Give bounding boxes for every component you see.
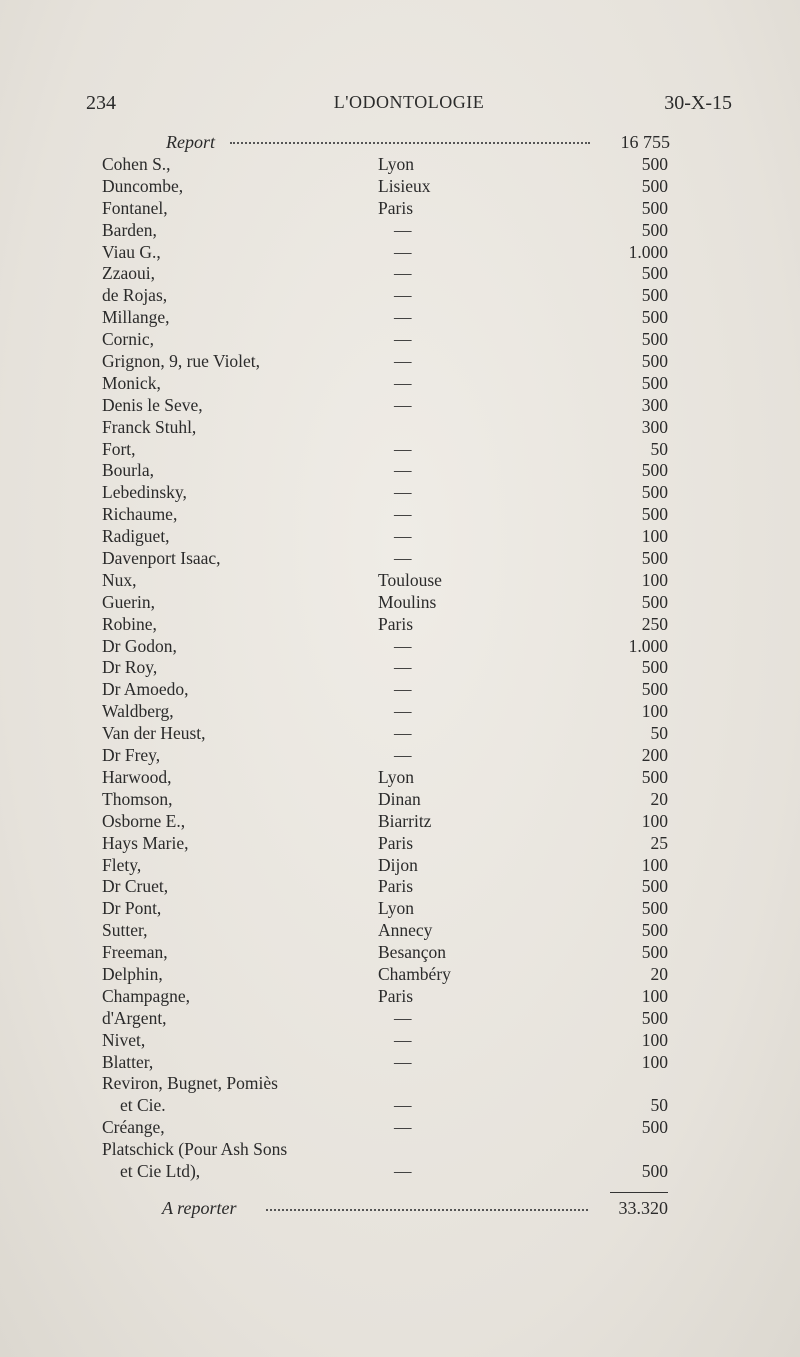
contributor-name: Lebedinsky, (102, 482, 187, 503)
contributor-city: Dijon (378, 854, 418, 875)
list-item (102, 1008, 668, 1030)
contributor-city: — (394, 1029, 412, 1050)
list-item (102, 592, 668, 614)
list-item (102, 876, 668, 898)
contribution-amount: 500 (641, 351, 668, 372)
contributor-city: — (394, 372, 412, 393)
report-value: 16 755 (620, 132, 670, 152)
contributor-name: Dr Godon, (102, 635, 177, 656)
contributor-name: Barden, (102, 219, 157, 240)
list-item (102, 898, 668, 920)
list-item (102, 439, 668, 461)
contributor-city: — (394, 329, 412, 350)
list-item (102, 745, 668, 767)
contribution-amount: 300 (641, 394, 668, 415)
contributor-city: — (394, 351, 412, 372)
contributor-city: Paris (378, 985, 413, 1006)
contributor-name: et Cie. (120, 1095, 166, 1116)
contribution-amount: 500 (641, 942, 668, 963)
contributor-name: d'Argent, (102, 1007, 167, 1028)
contribution-amount: 100 (641, 854, 668, 875)
contributor-city: — (394, 548, 412, 569)
contribution-amount: 100 (641, 701, 668, 722)
contributor-name: Duncombe, (102, 175, 184, 196)
list-item (102, 1095, 668, 1117)
contributor-city: — (394, 285, 412, 306)
list-item (102, 1030, 668, 1052)
contributor-city: — (394, 1160, 412, 1181)
contributor-city: Paris (378, 613, 413, 634)
list-item (102, 679, 668, 701)
contributor-name: Dr Amoedo, (102, 679, 189, 700)
contributor-city: Chambéry (378, 963, 451, 984)
contributor-city: — (394, 438, 412, 459)
list-item (102, 789, 668, 811)
contribution-amount: 50 (650, 1095, 668, 1116)
contributor-name: Freeman, (102, 942, 168, 963)
contributor-name: Millange, (102, 307, 170, 328)
contributor-name: Van der Heust, (102, 723, 206, 744)
contribution-amount: 500 (641, 263, 668, 284)
contributor-name: Richaume, (102, 504, 178, 525)
contributor-city: — (394, 504, 412, 525)
contributor-city: Biarritz (378, 810, 432, 831)
contributor-city: — (394, 1095, 412, 1116)
list-item (102, 198, 668, 220)
contributor-name: Zzaoui, (102, 263, 155, 284)
contributor-city: Besançon (378, 942, 447, 963)
list-item (102, 1161, 668, 1183)
list-item (102, 154, 668, 176)
contributor-name: Platschick (Pour Ash Sons (102, 1139, 288, 1160)
contribution-amount: 500 (641, 197, 668, 218)
contributor-name: Nivet, (102, 1029, 146, 1050)
contributor-city: Lisieux (378, 175, 431, 196)
contribution-amount: 1.000 (628, 241, 668, 262)
contributor-city: — (394, 679, 412, 700)
total-label: A reporter (162, 1198, 237, 1218)
contributor-name: Créange, (102, 1117, 165, 1138)
subscription-list (102, 154, 668, 1183)
contributor-city: Paris (378, 197, 413, 218)
contributor-name: Reviron, Bugnet, Pomiès (102, 1073, 278, 1094)
list-item (102, 176, 668, 198)
contributor-city: — (394, 1117, 412, 1138)
contribution-amount: 500 (641, 307, 668, 328)
contributor-city: Moulins (378, 591, 437, 612)
contribution-amount: 500 (641, 372, 668, 393)
sum-rule (610, 1192, 668, 1193)
contributor-name: Davenport Isaac, (102, 548, 221, 569)
contribution-amount: 500 (641, 920, 668, 941)
list-item (102, 636, 668, 658)
contribution-amount: 500 (641, 766, 668, 787)
list-item (102, 373, 668, 395)
contribution-amount: 100 (641, 810, 668, 831)
journal-title: L'ODONTOLOGIE (333, 92, 485, 112)
contribution-amount: 100 (641, 1029, 668, 1050)
list-item (102, 460, 668, 482)
contributor-name: Harwood, (102, 766, 172, 787)
contributor-name: Viau G., (102, 241, 161, 262)
contributor-name: Osborne E., (102, 810, 186, 831)
list-item (102, 986, 668, 1008)
list-item (102, 942, 668, 964)
contributor-name: Dr Frey, (102, 745, 161, 766)
contribution-amount: 100 (641, 985, 668, 1006)
contribution-amount: 500 (641, 657, 668, 678)
contributor-name: Thomson, (102, 788, 173, 809)
contributor-city: — (394, 241, 412, 262)
list-item (102, 614, 668, 636)
list-item (102, 920, 668, 942)
contributor-name: Dr Cruet, (102, 876, 169, 897)
list-item (102, 548, 668, 570)
list-item (102, 482, 668, 504)
contributor-name: de Rojas, (102, 285, 168, 306)
contribution-amount: 20 (650, 788, 668, 809)
contributor-name: Dr Pont, (102, 898, 162, 919)
contributor-city: Paris (378, 876, 413, 897)
page-header (86, 92, 732, 120)
contribution-amount: 500 (641, 285, 668, 306)
list-item (102, 767, 668, 789)
contributor-name: Franck Stuhl, (102, 416, 197, 437)
contributor-city: — (394, 263, 412, 284)
list-item (102, 1139, 668, 1161)
list-item (102, 855, 668, 877)
contribution-amount: 500 (641, 329, 668, 350)
contributor-name: Blatter, (102, 1051, 154, 1072)
contributor-name: Sutter, (102, 920, 148, 941)
contributor-city: — (394, 723, 412, 744)
contributor-city: — (394, 526, 412, 547)
contributor-name: Delphin, (102, 963, 163, 984)
issue-date: 30-X-15 (664, 92, 732, 114)
list-item (102, 220, 668, 242)
contributor-name: Dr Roy, (102, 657, 158, 678)
list-item (102, 242, 668, 264)
contributor-name: Radiguet, (102, 526, 170, 547)
contributor-name: Monick, (102, 372, 161, 393)
contribution-amount: 500 (641, 504, 668, 525)
contributor-name: Robine, (102, 613, 157, 634)
contributor-city: Lyon (378, 898, 414, 919)
contribution-amount: 1.000 (628, 635, 668, 656)
contributor-city: — (394, 657, 412, 678)
list-item (102, 504, 668, 526)
list-item (102, 570, 668, 592)
contribution-amount: 500 (641, 175, 668, 196)
contributor-city: Annecy (378, 920, 433, 941)
contributor-city: — (394, 635, 412, 656)
contributor-name: Hays Marie, (102, 832, 189, 853)
contribution-amount: 500 (641, 219, 668, 240)
list-item (102, 1073, 668, 1095)
contribution-amount: 200 (641, 745, 668, 766)
list-item (102, 811, 668, 833)
contributor-city: Lyon (378, 766, 414, 787)
total-value: 33.320 (618, 1198, 668, 1218)
contribution-amount: 250 (641, 613, 668, 634)
contributor-city: — (394, 745, 412, 766)
list-item (102, 723, 668, 745)
page-number: 234 (86, 92, 116, 114)
contribution-amount: 100 (641, 1051, 668, 1072)
contributor-city: Paris (378, 832, 413, 853)
list-item (102, 1117, 668, 1139)
contributor-city: — (394, 1007, 412, 1028)
contribution-amount: 500 (641, 898, 668, 919)
contribution-amount: 500 (641, 876, 668, 897)
contributor-city: Toulouse (378, 569, 442, 590)
list-item (102, 701, 668, 723)
contribution-amount: 25 (650, 832, 668, 853)
contribution-amount: 500 (641, 548, 668, 569)
list-item (102, 395, 668, 417)
contribution-amount: 300 (641, 416, 668, 437)
total-row (100, 1198, 668, 1224)
contributor-name: et Cie Ltd), (120, 1160, 201, 1181)
list-item (102, 351, 668, 373)
contributor-name: Champagne, (102, 985, 190, 1006)
contributor-city: Lyon (378, 154, 414, 174)
contributor-name: Flety, (102, 854, 142, 875)
contributor-name: Bourla, (102, 460, 155, 481)
contribution-amount: 20 (650, 963, 668, 984)
contributor-name: Cornic, (102, 329, 155, 350)
list-item (102, 329, 668, 351)
contributor-city: — (394, 701, 412, 722)
contributor-city: — (394, 1051, 412, 1072)
list-item (102, 964, 668, 986)
contributor-name: Fontanel, (102, 197, 168, 218)
list-item (102, 263, 668, 285)
list-item (102, 307, 668, 329)
contributor-name: Grignon, 9, rue Violet, (102, 351, 261, 372)
contribution-amount: 500 (641, 1117, 668, 1138)
contribution-amount: 500 (641, 1007, 668, 1028)
contribution-amount: 100 (641, 526, 668, 547)
contributor-name: Cohen S., (102, 154, 171, 174)
report-label: Report (166, 132, 215, 152)
contributor-city: — (394, 460, 412, 481)
list-item (102, 285, 668, 307)
contribution-amount: 500 (641, 460, 668, 481)
contributor-city: — (394, 482, 412, 503)
contribution-amount: 500 (641, 482, 668, 503)
contribution-amount: 500 (641, 591, 668, 612)
contributor-name: Nux, (102, 569, 137, 590)
contributor-city: Dinan (378, 788, 421, 809)
contributor-city: — (394, 307, 412, 328)
contributor-name: Denis le Seve, (102, 394, 203, 415)
contribution-amount: 500 (641, 1160, 668, 1181)
contributor-name: Waldberg, (102, 701, 174, 722)
contribution-amount: 50 (650, 723, 668, 744)
contributor-city: — (394, 219, 412, 240)
list-item (102, 657, 668, 679)
list-item (102, 833, 668, 855)
leader-dots (266, 1209, 588, 1211)
contributor-name: Fort, (102, 438, 136, 459)
contribution-amount: 500 (641, 679, 668, 700)
contributor-name: Guerin, (102, 591, 155, 612)
contribution-amount: 100 (641, 569, 668, 590)
list-item (102, 526, 668, 548)
contribution-amount: 50 (650, 438, 668, 459)
contribution-amount: 500 (641, 154, 668, 174)
list-item (102, 417, 668, 439)
leader-dots (230, 142, 590, 144)
contributor-city: — (394, 394, 412, 415)
list-item (102, 1052, 668, 1074)
